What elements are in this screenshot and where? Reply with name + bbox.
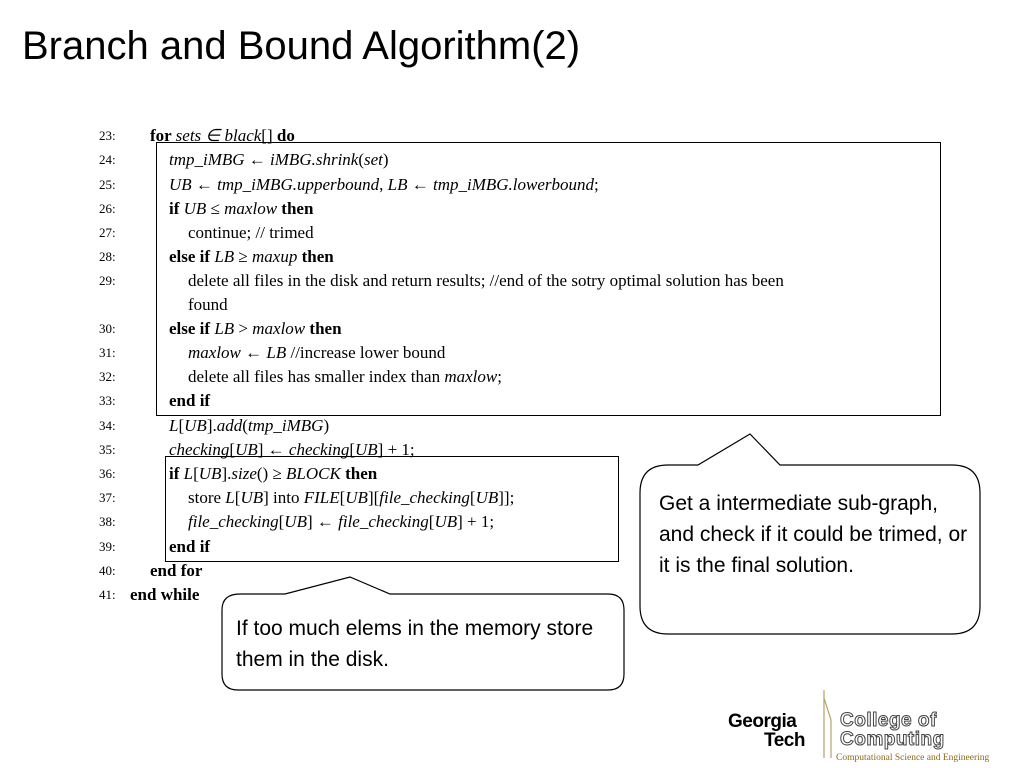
logo-cse: Computational Science and Engineering xyxy=(836,753,990,763)
line-number: 35: xyxy=(99,442,116,457)
math-term: UB xyxy=(434,512,458,531)
keyword: then xyxy=(305,319,342,338)
code-text: ]. xyxy=(221,464,232,483)
math-term: UB xyxy=(284,512,307,531)
code-text: [ xyxy=(469,488,476,507)
math-term: size xyxy=(231,464,257,483)
code-text: , xyxy=(379,175,388,194)
code-text: ; xyxy=(594,175,599,194)
line-number: 28: xyxy=(99,249,116,264)
keyword: if xyxy=(169,464,184,483)
math-term: tmp_iMBG.lowerbound xyxy=(432,175,595,194)
keyword: do xyxy=(276,126,295,145)
code-text: [ xyxy=(428,512,435,531)
math-term: LB xyxy=(214,319,235,338)
code-text: ]. xyxy=(206,416,217,435)
math-term: set xyxy=(364,150,383,169)
math-term: L xyxy=(183,464,194,483)
line-number: 41: xyxy=(99,587,116,602)
code-text: [ xyxy=(349,440,355,459)
math-term: UB xyxy=(235,440,258,459)
code-text: ← xyxy=(407,175,433,194)
code-text: ] ← xyxy=(306,512,339,531)
keyword: end if xyxy=(169,391,211,410)
math-term: maxup xyxy=(252,247,298,266)
code-text: ][ xyxy=(367,488,380,507)
code-text: [ xyxy=(193,464,199,483)
code-text: delete all files in the disk and return results; //end of the sotry optimal solution has been xyxy=(188,271,784,290)
right-callout-text: Get a intermediate sub-graph, and check if it could be trimed, or it is the final solution. xyxy=(659,492,968,577)
code-text: ) xyxy=(382,150,389,169)
math-term: UB xyxy=(240,488,264,507)
math-term: tmp_iMBG.upperbound xyxy=(217,175,380,194)
line-number: 27: xyxy=(99,225,116,240)
code-text: ( xyxy=(358,150,365,169)
code-text: [ xyxy=(178,416,185,435)
line-number: 32: xyxy=(99,369,116,384)
math-term: maxlow xyxy=(252,319,306,338)
math-term: UB xyxy=(355,440,378,459)
code-text: [ xyxy=(278,512,285,531)
math-term: file_checking xyxy=(379,488,470,507)
code-text: () ≥ xyxy=(256,464,287,483)
code-text: //increase lower bound xyxy=(286,343,446,362)
math-term: UB xyxy=(475,488,499,507)
line-number: 24: xyxy=(99,152,116,167)
math-term: file_checking xyxy=(338,512,429,531)
math-term: sets ∈ black xyxy=(175,126,262,145)
line-number: 40: xyxy=(99,563,116,578)
math-term: LB xyxy=(214,247,235,266)
code-text: ( xyxy=(242,416,248,435)
keyword: end if xyxy=(169,537,211,556)
code-text: ] + 1; xyxy=(457,512,495,531)
keyword: else if xyxy=(169,319,215,338)
math-term: maxlow xyxy=(224,199,278,218)
logo-tech: Tech xyxy=(764,730,805,751)
math-term: iMBG.shrink xyxy=(270,150,359,169)
keyword: if xyxy=(169,199,184,218)
keyword: end for xyxy=(150,561,203,580)
line-number: 34: xyxy=(99,418,116,433)
keyword: then xyxy=(340,464,378,483)
code-text: [ xyxy=(229,440,236,459)
logo-divider-icon xyxy=(818,690,838,760)
math-term: UB xyxy=(183,199,207,218)
math-term: BLOCK xyxy=(286,464,341,483)
code-text: ; xyxy=(497,367,502,386)
math-term: UB xyxy=(345,488,368,507)
math-term: checking xyxy=(169,440,230,459)
code-text: ] ← xyxy=(257,440,289,459)
line-number: 26: xyxy=(99,201,116,216)
math-term: UB xyxy=(198,464,222,483)
code-text: delete all files has smaller index than xyxy=(188,367,445,386)
line-number: 25: xyxy=(99,177,116,192)
code-text: [ xyxy=(339,488,346,507)
line-number: 39: xyxy=(99,539,116,554)
line-number: 38: xyxy=(99,514,116,529)
math-term: FILE xyxy=(303,488,340,507)
code-text: ]]; xyxy=(498,488,515,507)
logo-college-of: College of xyxy=(840,710,937,731)
code-text: ) xyxy=(323,416,330,435)
math-term: LB xyxy=(387,175,408,194)
math-term: tmp_iMBG xyxy=(169,150,245,169)
math-term: checking xyxy=(288,440,350,459)
line-number: 23: xyxy=(99,128,116,143)
georgia-tech-logo xyxy=(728,690,1024,768)
math-term: maxlow xyxy=(444,367,498,386)
line-number: 30: xyxy=(99,321,116,336)
line-number: 31: xyxy=(99,345,116,360)
keyword: then xyxy=(297,247,334,266)
math-term: LB xyxy=(266,343,287,362)
line-number: 33: xyxy=(99,393,116,408)
keyword: end while xyxy=(130,585,200,604)
line-number: 29: xyxy=(99,273,116,288)
code-text: [ xyxy=(234,488,241,507)
code-text: store xyxy=(188,488,226,507)
math-term: UB xyxy=(184,416,207,435)
math-term: maxlow xyxy=(188,343,241,362)
math-term: add xyxy=(216,416,243,435)
code-text: [] xyxy=(261,126,277,145)
line-number: 37: xyxy=(99,490,116,505)
code-text: ← xyxy=(244,150,271,169)
code-text: ← xyxy=(191,175,218,194)
code-text: > xyxy=(234,319,253,338)
code-text: ≥ xyxy=(234,247,253,266)
keyword: then xyxy=(277,199,314,218)
keyword: for xyxy=(150,126,176,145)
math-term: UB xyxy=(169,175,192,194)
code-text: ≤ xyxy=(206,199,225,218)
math-term: file_checking xyxy=(188,512,279,531)
logo-computing: Computing xyxy=(840,729,945,750)
bottom-callout-text: If too much elems in the memory store them in the disk. xyxy=(236,617,594,671)
code-text: ] into xyxy=(263,488,304,507)
keyword: else if xyxy=(169,247,215,266)
math-term: tmp_iMBG xyxy=(247,416,324,435)
line-number: 36: xyxy=(99,466,116,481)
code-text: ] + 1; xyxy=(377,440,415,459)
math-term: L xyxy=(169,416,179,435)
logo-georgia: Georgia xyxy=(728,711,797,732)
code-text: found xyxy=(188,295,228,314)
code-text: continue; // trimed xyxy=(188,223,314,242)
math-term: L xyxy=(225,488,235,507)
code-text: ← xyxy=(240,343,267,362)
slide-title: Branch and Bound Algorithm(2) xyxy=(22,24,581,68)
